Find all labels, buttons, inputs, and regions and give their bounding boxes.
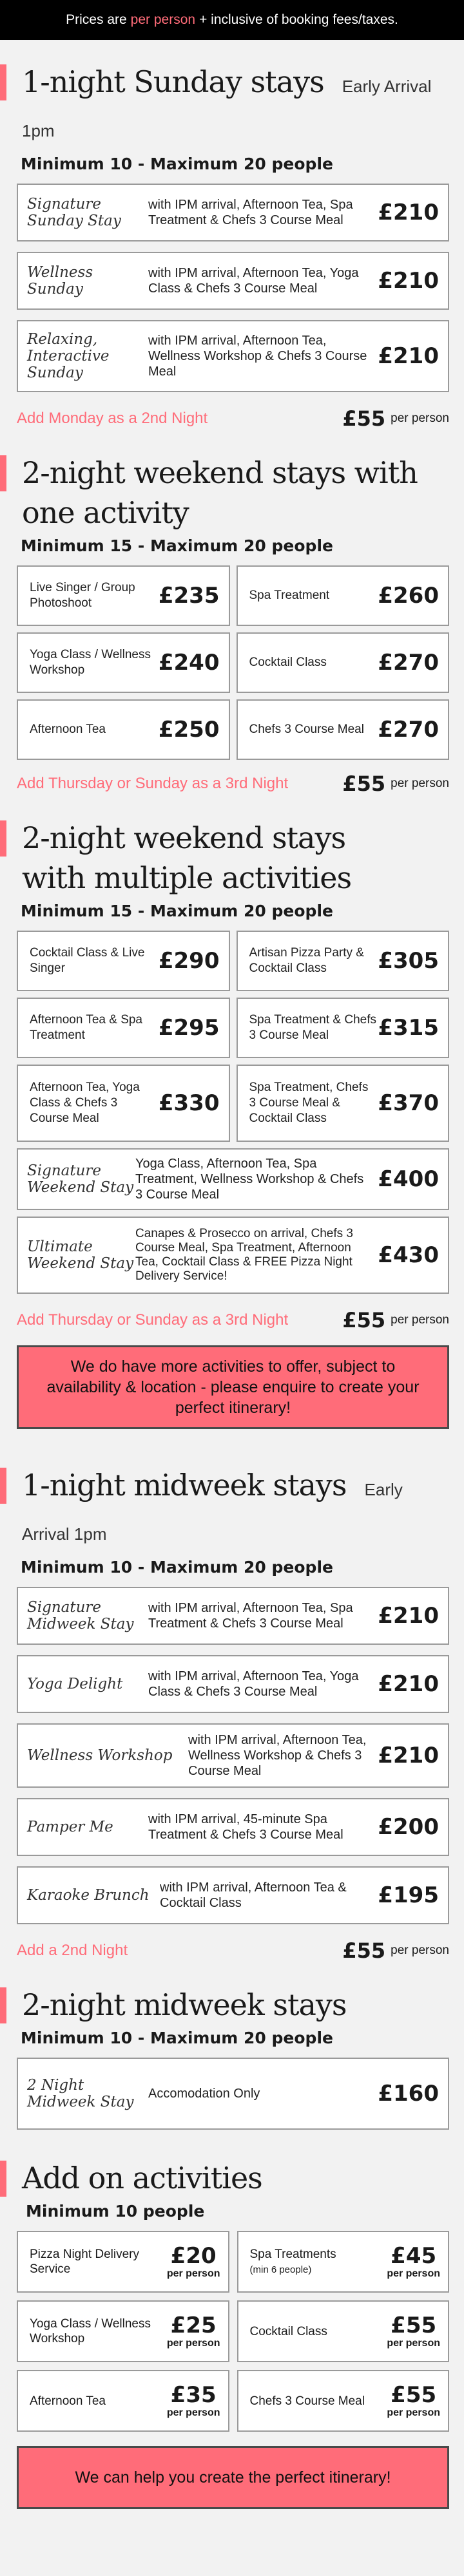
package-price: £295 bbox=[158, 1015, 220, 1041]
add-on-unit: per person bbox=[166, 2338, 220, 2349]
add-night-unit: per person bbox=[391, 1313, 449, 1327]
group-size: Minimum 10 - Maximum 20 people bbox=[21, 1558, 333, 1577]
section-title: 2-night weekend stays with multiple activities bbox=[17, 818, 416, 898]
add-on-price-block bbox=[167, 2383, 220, 2419]
activity-card[interactable] bbox=[237, 565, 450, 626]
package-price: £210 bbox=[378, 1671, 439, 1697]
package-card[interactable] bbox=[17, 1866, 449, 1924]
package-name: Signature Sunday Stay bbox=[27, 196, 121, 229]
activity-name: Chefs 3 Course Meal bbox=[249, 723, 364, 736]
add-on-card[interactable] bbox=[237, 2231, 450, 2293]
package-card[interactable] bbox=[17, 2058, 449, 2130]
package-price: £430 bbox=[378, 1242, 439, 1268]
section-title bbox=[17, 62, 449, 151]
add-on-unit: per person bbox=[387, 2268, 440, 2279]
package-card[interactable] bbox=[237, 1065, 450, 1142]
activity-price: £270 bbox=[378, 717, 439, 743]
package-description: with IPM arrival, Afternoon Tea, Wellness Workshop & Chefs 3 Course Meal bbox=[148, 334, 367, 379]
package-name: Wellness Workshop bbox=[27, 1747, 173, 1764]
package-card[interactable] bbox=[17, 1655, 449, 1713]
package-price: £210 bbox=[378, 200, 439, 225]
package-price: £370 bbox=[378, 1090, 439, 1116]
package-name: Pamper Me bbox=[27, 1819, 113, 1835]
activity-price: £270 bbox=[378, 650, 439, 676]
section-title-text: 1-night midweek stays bbox=[22, 1468, 347, 1502]
package-card[interactable] bbox=[17, 998, 230, 1058]
package-description: Canapes & Prosecco on arrival, Chefs 3 Course Meal, Spa Treatment, Afternoon Tea, Cocktail Class & FREE Pizza Night Delivery Service! bbox=[135, 1227, 353, 1283]
section-one-night-sunday bbox=[0, 62, 464, 435]
package-card[interactable] bbox=[17, 252, 449, 310]
add-night-link[interactable]: Add Thursday or Sunday as a 3rd Night bbox=[17, 1311, 289, 1329]
package-price: £315 bbox=[378, 1015, 439, 1041]
package-description: Accomodation Only bbox=[148, 2087, 260, 2101]
add-night-unit: per person bbox=[391, 777, 449, 790]
activity-name: Spa Treatment bbox=[249, 589, 330, 602]
add-night-offer bbox=[17, 768, 449, 800]
add-on-name-text: Cocktail Class bbox=[249, 2324, 327, 2338]
add-night-price: £55 bbox=[342, 772, 386, 796]
package-name: Ultimate Weekend Stay bbox=[27, 1238, 134, 1272]
package-description: with IPM arrival, Afternoon Tea, Spa Treatment & Chefs 3 Course Meal bbox=[148, 198, 353, 227]
add-on-unit: per person bbox=[166, 2268, 220, 2279]
add-on-price: £25 bbox=[170, 2313, 217, 2338]
activity-card[interactable] bbox=[17, 632, 230, 693]
package-card[interactable] bbox=[17, 1723, 449, 1788]
add-on-unit: per person bbox=[166, 2407, 220, 2418]
add-on-name bbox=[30, 2247, 167, 2277]
activity-price: £250 bbox=[158, 717, 220, 743]
add-on-price-block bbox=[167, 2313, 220, 2349]
package-card[interactable] bbox=[17, 1798, 449, 1856]
section-title-text: 1-night Sunday stays bbox=[22, 64, 324, 99]
section-two-night-multiple bbox=[0, 818, 464, 1429]
add-on-unit: per person bbox=[387, 2407, 440, 2418]
add-night-unit: per person bbox=[391, 412, 449, 425]
group-size: Minimum 10 - Maximum 20 people bbox=[21, 2029, 333, 2047]
activity-name: Cocktail Class bbox=[249, 656, 327, 669]
package-name: Signature Weekend Stay bbox=[27, 1162, 134, 1196]
package-description: with IPM arrival, Afternoon Tea, Wellness Workshop & Chefs 3 Course Meal bbox=[188, 1733, 367, 1778]
package-name: Wellness Sunday bbox=[27, 264, 93, 298]
add-on-grid bbox=[17, 2231, 449, 2439]
add-night-link[interactable]: Add Thursday or Sunday as a 3rd Night bbox=[17, 775, 289, 792]
add-on-name-text: Spa Treatments bbox=[249, 2247, 336, 2261]
enquire-banner[interactable]: We do have more activities to offer, subject to availability & location - please enquire to create your perfect itinerary! bbox=[17, 1345, 449, 1429]
add-on-name-text: Afternoon Tea bbox=[30, 2394, 106, 2408]
package-card[interactable] bbox=[237, 931, 450, 991]
package-price: £210 bbox=[378, 1603, 439, 1629]
package-price: £210 bbox=[378, 268, 439, 294]
package-description: with IPM arrival, Afternoon Tea & Cocktail Class bbox=[160, 1880, 347, 1910]
package-price: £210 bbox=[378, 1743, 439, 1768]
activity-name: Afternoon Tea bbox=[30, 723, 106, 736]
package-card[interactable] bbox=[17, 931, 230, 991]
package-price: £330 bbox=[158, 1090, 220, 1116]
package-price: £290 bbox=[158, 948, 220, 974]
group-size: Minimum 10 - Maximum 20 people bbox=[21, 155, 333, 173]
activity-grid bbox=[17, 565, 449, 766]
add-on-name bbox=[250, 2247, 387, 2277]
package-name: Signature Midweek Stay bbox=[27, 1599, 134, 1633]
section-title: 2-night weekend stays with one activity bbox=[17, 453, 442, 533]
activity-card[interactable] bbox=[237, 699, 450, 760]
section-title: Add on activities bbox=[17, 2158, 449, 2198]
add-night-link[interactable]: Add a 2nd Night bbox=[17, 1942, 128, 1959]
activity-card[interactable] bbox=[17, 565, 230, 626]
add-on-card[interactable] bbox=[17, 2300, 229, 2362]
add-on-card[interactable] bbox=[237, 2370, 450, 2432]
add-on-card[interactable] bbox=[237, 2300, 450, 2362]
add-night-offer bbox=[17, 1304, 449, 1336]
package-name: Relaxing, Interactive Sunday bbox=[27, 331, 110, 381]
package-card[interactable] bbox=[17, 320, 449, 392]
section-one-night-midweek bbox=[0, 1465, 464, 1967]
banner-highlight: per person bbox=[130, 12, 196, 27]
add-night-price: £55 bbox=[342, 1308, 386, 1332]
add-on-card[interactable] bbox=[17, 2231, 229, 2293]
add-on-card[interactable] bbox=[17, 2370, 229, 2432]
pricing-banner bbox=[0, 0, 464, 40]
add-night-unit: per person bbox=[391, 1944, 449, 1957]
package-price: £195 bbox=[378, 1882, 439, 1908]
package-card[interactable] bbox=[237, 998, 450, 1058]
package-card[interactable] bbox=[17, 184, 449, 242]
add-on-name-text: Pizza Night Delivery Service bbox=[30, 2248, 139, 2276]
group-size: Minimum 15 - Maximum 20 people bbox=[21, 902, 333, 920]
activity-name: Yoga Class / Wellness Workshop bbox=[30, 648, 151, 677]
group-size: Minimum 10 people bbox=[26, 2202, 205, 2221]
add-on-price: £35 bbox=[170, 2382, 217, 2408]
package-name: Afternoon Tea & Spa Treatment bbox=[30, 1013, 142, 1042]
add-on-name-text: Yoga Class / Wellness Workshop bbox=[30, 2317, 151, 2345]
package-description: with IPM arrival, Afternoon Tea, Yoga Class & Chefs 3 Course Meal bbox=[148, 1669, 359, 1699]
section-title: 2-night midweek stays bbox=[17, 1985, 449, 2025]
package-name: Afternoon Tea, Yoga Class & Chefs 3 Course Meal bbox=[30, 1081, 140, 1125]
package-card[interactable] bbox=[17, 1065, 230, 1142]
add-on-price-block bbox=[387, 2313, 440, 2349]
add-on-name bbox=[250, 2394, 387, 2409]
section-two-night-one-activity bbox=[0, 453, 464, 800]
package-name: Yoga Delight bbox=[27, 1676, 123, 1692]
activity-price: £235 bbox=[158, 583, 220, 609]
add-night-price: £55 bbox=[342, 1938, 386, 1963]
package-card[interactable] bbox=[17, 1217, 449, 1294]
package-price: £200 bbox=[378, 1814, 439, 1840]
package-description: Yoga Class, Afternoon Tea, Spa Treatment, Wellness Workshop & Chefs 3 Course Meal bbox=[135, 1157, 364, 1202]
package-name: Spa Treatment & Chefs 3 Course Meal bbox=[249, 1013, 376, 1042]
add-on-name bbox=[250, 2324, 387, 2339]
package-description: with IPM arrival, Afternoon Tea, Spa Treatment & Chefs 3 Course Meal bbox=[148, 1601, 353, 1631]
package-name: Karaoke Brunch bbox=[27, 1887, 150, 1904]
banner-text-1: Prices are bbox=[66, 12, 127, 27]
package-card[interactable] bbox=[17, 1148, 449, 1210]
package-grid bbox=[17, 931, 449, 1148]
activity-card[interactable] bbox=[237, 632, 450, 693]
package-name: 2 Night Midweek Stay bbox=[27, 2077, 134, 2110]
add-on-unit: per person bbox=[387, 2338, 440, 2349]
package-name: Cocktail Class & Live Singer bbox=[30, 946, 145, 975]
add-on-name bbox=[30, 2394, 167, 2409]
activity-price: £260 bbox=[378, 583, 439, 609]
section-add-on-activities bbox=[0, 2158, 464, 2509]
add-night-link[interactable]: Add Monday as a 2nd Night bbox=[17, 410, 208, 427]
add-night-offer bbox=[17, 402, 449, 435]
add-on-price-block bbox=[167, 2244, 220, 2280]
activity-name: Live Singer / Group Photoshoot bbox=[30, 581, 135, 610]
package-price: £210 bbox=[378, 343, 439, 369]
itinerary-banner[interactable]: We can help you create the perfect itinerary! bbox=[17, 2446, 449, 2509]
add-on-price: £55 bbox=[391, 2382, 437, 2408]
section-two-night-midweek bbox=[0, 1985, 464, 2130]
section-title bbox=[17, 1465, 449, 1554]
add-on-note: (min 6 people) bbox=[249, 2264, 312, 2275]
add-on-name bbox=[30, 2316, 167, 2346]
package-price: £305 bbox=[378, 948, 439, 974]
package-name: Artisan Pizza Party & Cocktail Class bbox=[249, 946, 364, 975]
activity-price: £240 bbox=[158, 650, 220, 676]
early-arrival-note: Early Arrival 1pm bbox=[22, 77, 432, 140]
package-price: £160 bbox=[378, 2081, 439, 2107]
activity-card[interactable] bbox=[17, 699, 230, 760]
add-on-price-block bbox=[387, 2244, 440, 2280]
add-on-name-text: Chefs 3 Course Meal bbox=[249, 2394, 365, 2408]
add-night-price: £55 bbox=[342, 406, 386, 431]
add-on-price: £45 bbox=[391, 2243, 437, 2269]
banner-text-2: + inclusive of booking fees/taxes. bbox=[199, 12, 398, 27]
package-card[interactable] bbox=[17, 1587, 449, 1645]
package-name: Spa Treatment, Chefs 3 Course Meal & Cocktail Class bbox=[249, 1081, 369, 1125]
package-description: with IPM arrival, 45-minute Spa Treatment & Chefs 3 Course Meal bbox=[148, 1812, 343, 1842]
group-size: Minimum 15 - Maximum 20 people bbox=[21, 536, 333, 555]
add-on-price: £20 bbox=[170, 2243, 217, 2269]
add-on-price: £55 bbox=[391, 2313, 437, 2338]
package-description: with IPM arrival, Afternoon Tea, Yoga Class & Chefs 3 Course Meal bbox=[148, 266, 359, 296]
add-night-offer bbox=[17, 1935, 449, 1967]
early-arrival-note: Early Arrival 1pm bbox=[22, 1480, 403, 1544]
add-on-price-block bbox=[387, 2383, 440, 2419]
package-price: £400 bbox=[378, 1166, 439, 1192]
